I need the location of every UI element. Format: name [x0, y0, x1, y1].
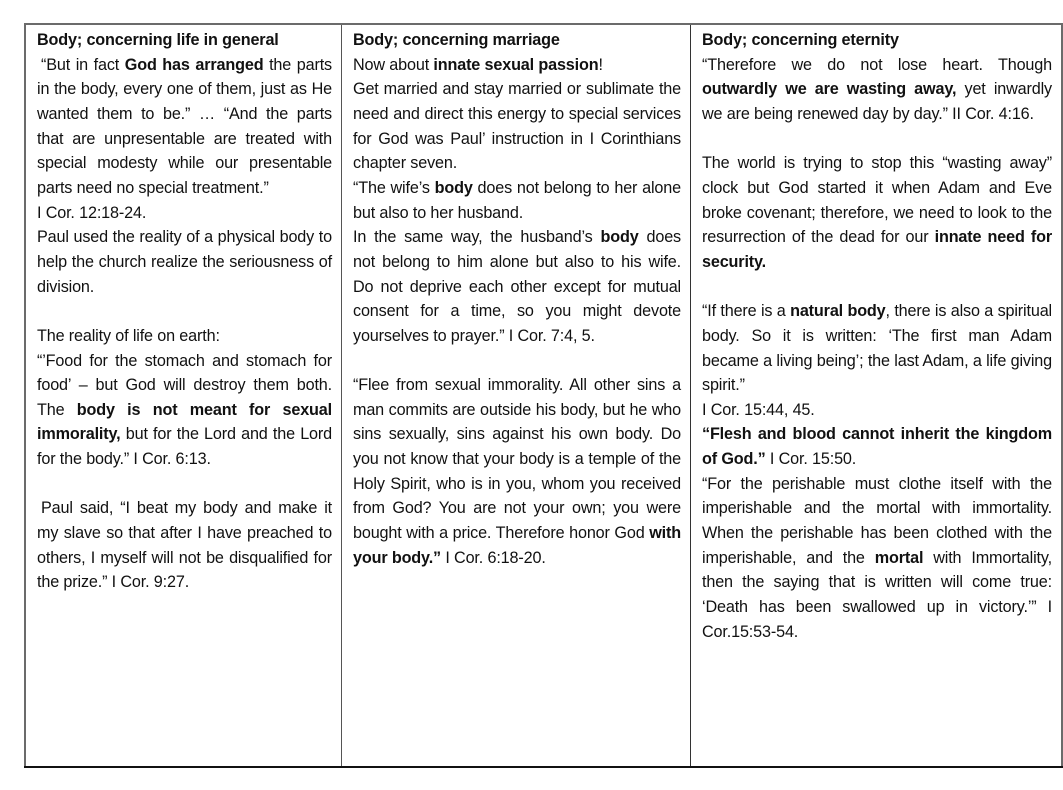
paragraph	[37, 324, 332, 349]
column-life-in-general	[25, 24, 342, 767]
text-segment: “But in fact	[41, 55, 125, 74]
bold-text: body	[434, 178, 473, 197]
paragraph	[353, 77, 681, 176]
text-segment: !	[598, 55, 603, 74]
paragraph-spacer	[702, 275, 1052, 300]
bold-text: body	[600, 228, 639, 247]
column-marriage	[342, 24, 691, 767]
paragraph	[702, 53, 1052, 127]
column-heading: Body; concerning marriage	[353, 31, 560, 49]
paragraph	[37, 201, 332, 226]
bold-text: innate need for security.	[702, 228, 1052, 271]
text-segment: “The wife’s	[353, 178, 435, 197]
column-heading: Body; concerning eternity	[702, 31, 899, 49]
column-eternity	[691, 24, 1063, 767]
text-segment: Now about	[353, 55, 434, 74]
text-segment: , there is also a spiritual body. So it is written: ‘The first man Adam became a living being’; the last Adam, a life giving spirit.”	[702, 302, 1052, 395]
bold-text: God has arranged	[124, 55, 264, 74]
text-segment: “If there is a	[702, 302, 791, 321]
text-segment: The reality of life on earth:	[37, 326, 220, 345]
bold-text: body is not meant for sexual immorality,	[37, 400, 332, 444]
paragraph	[353, 373, 681, 570]
paragraph	[37, 349, 332, 472]
paragraph	[37, 53, 332, 201]
text-segment: but for the Lord and the Lord for the body.” I Cor. 6:13.	[37, 425, 332, 469]
text-segment: “Flee from sexual immorality. All other sins a man commits are outside his body, but he who sins sexually, sins against his own body. Do you not know that your body is a temple of the Holy Spirit, who is in you, whom you received from God? You are not your own; you were bought with a price. Therefore honor God	[353, 376, 681, 543]
bold-text: outwardly we are wasting away,	[702, 80, 957, 99]
paragraph-spacer	[37, 299, 332, 324]
paragraph	[702, 422, 1052, 471]
paragraph-spacer	[37, 472, 332, 497]
text-segment: does not belong to him alone but also to his wife. Do not deprive each other except for mutual consent for a time, so you might devote yourselves to prayer.” I Cor. 7:4, 5.	[353, 228, 681, 345]
paragraph	[37, 496, 332, 595]
paragraph	[37, 225, 332, 299]
column-heading: Body; concerning life in general	[37, 31, 279, 49]
text-segment: “For the perishable must clothe itself with the imperishable and the mortal with immortality. When the perishable has been clothed with the imperishable, and the	[702, 474, 1052, 567]
text-segment: the parts in the body, every one of them, just as He wanted them to be.” … “And the parts that are unpresentable are treated with special modesty while our presentable parts need no special treatment.”	[37, 55, 332, 197]
text-segment: In the same way, the husband’s	[353, 228, 601, 247]
paragraph-spacer	[702, 127, 1052, 152]
column-body	[37, 53, 332, 595]
text-segment: Paul used the reality of a physical body to help the church realize the seriousness of division.	[37, 228, 332, 296]
paragraph	[702, 151, 1052, 274]
text-segment: with Immortality, then the saying that is written will come true: ‘Death has been swallowed up in victory.’” I Cor.15:53-54.	[702, 548, 1052, 641]
comparison-table	[24, 23, 1063, 768]
paragraph	[702, 472, 1052, 645]
bold-text: “Flesh and blood cannot inherit the kingdom of God.”	[702, 425, 1052, 469]
paragraph	[353, 53, 681, 78]
text-segment: I Cor. 15:44, 45.	[702, 400, 815, 419]
bold-text: natural body	[790, 302, 886, 321]
text-segment: yet inwardly we are being renewed day by day.” II Cor. 4:16.	[702, 80, 1053, 123]
bold-text: with your body.”	[353, 524, 681, 567]
paragraph	[702, 299, 1052, 398]
text-segment: The world is trying to stop this “wasting away” clock but God started it when Adam and Eve broke covenant; therefore, we need to look to the resurrection of the dead for our	[702, 154, 1052, 247]
bold-text: innate sexual passion	[433, 55, 599, 74]
text-segment: Get married and stay married or sublimate the need and direct this energy to special services for God was Paul’ instruction in I Corinthians chapter seven.	[353, 80, 681, 173]
bold-text: mortal	[874, 548, 924, 567]
paragraph	[353, 176, 681, 225]
text-segment: I Cor. 15:50.	[765, 450, 857, 469]
column-body	[702, 53, 1052, 645]
text-segment: I Cor. 6:18-20.	[440, 548, 546, 567]
text-segment: “’Food for the stomach and stomach for food’ – but God will destroy them both. The	[37, 351, 332, 419]
text-segment: I Cor. 12:18-24.	[37, 203, 147, 222]
paragraph-spacer	[353, 349, 681, 374]
text-segment: Paul said, “I beat my body and make it my slave so that after I have preached to others, I myself will not be disqualified for the prize.” I Cor. 9:27.	[37, 499, 332, 592]
text-segment: “Therefore we do not lose heart. Though	[702, 55, 1052, 74]
paragraph	[353, 225, 681, 348]
table-row	[25, 24, 1062, 767]
column-body	[353, 53, 681, 571]
text-segment: does not belong to her alone but also to her husband.	[353, 178, 681, 222]
paragraph	[702, 398, 1052, 423]
